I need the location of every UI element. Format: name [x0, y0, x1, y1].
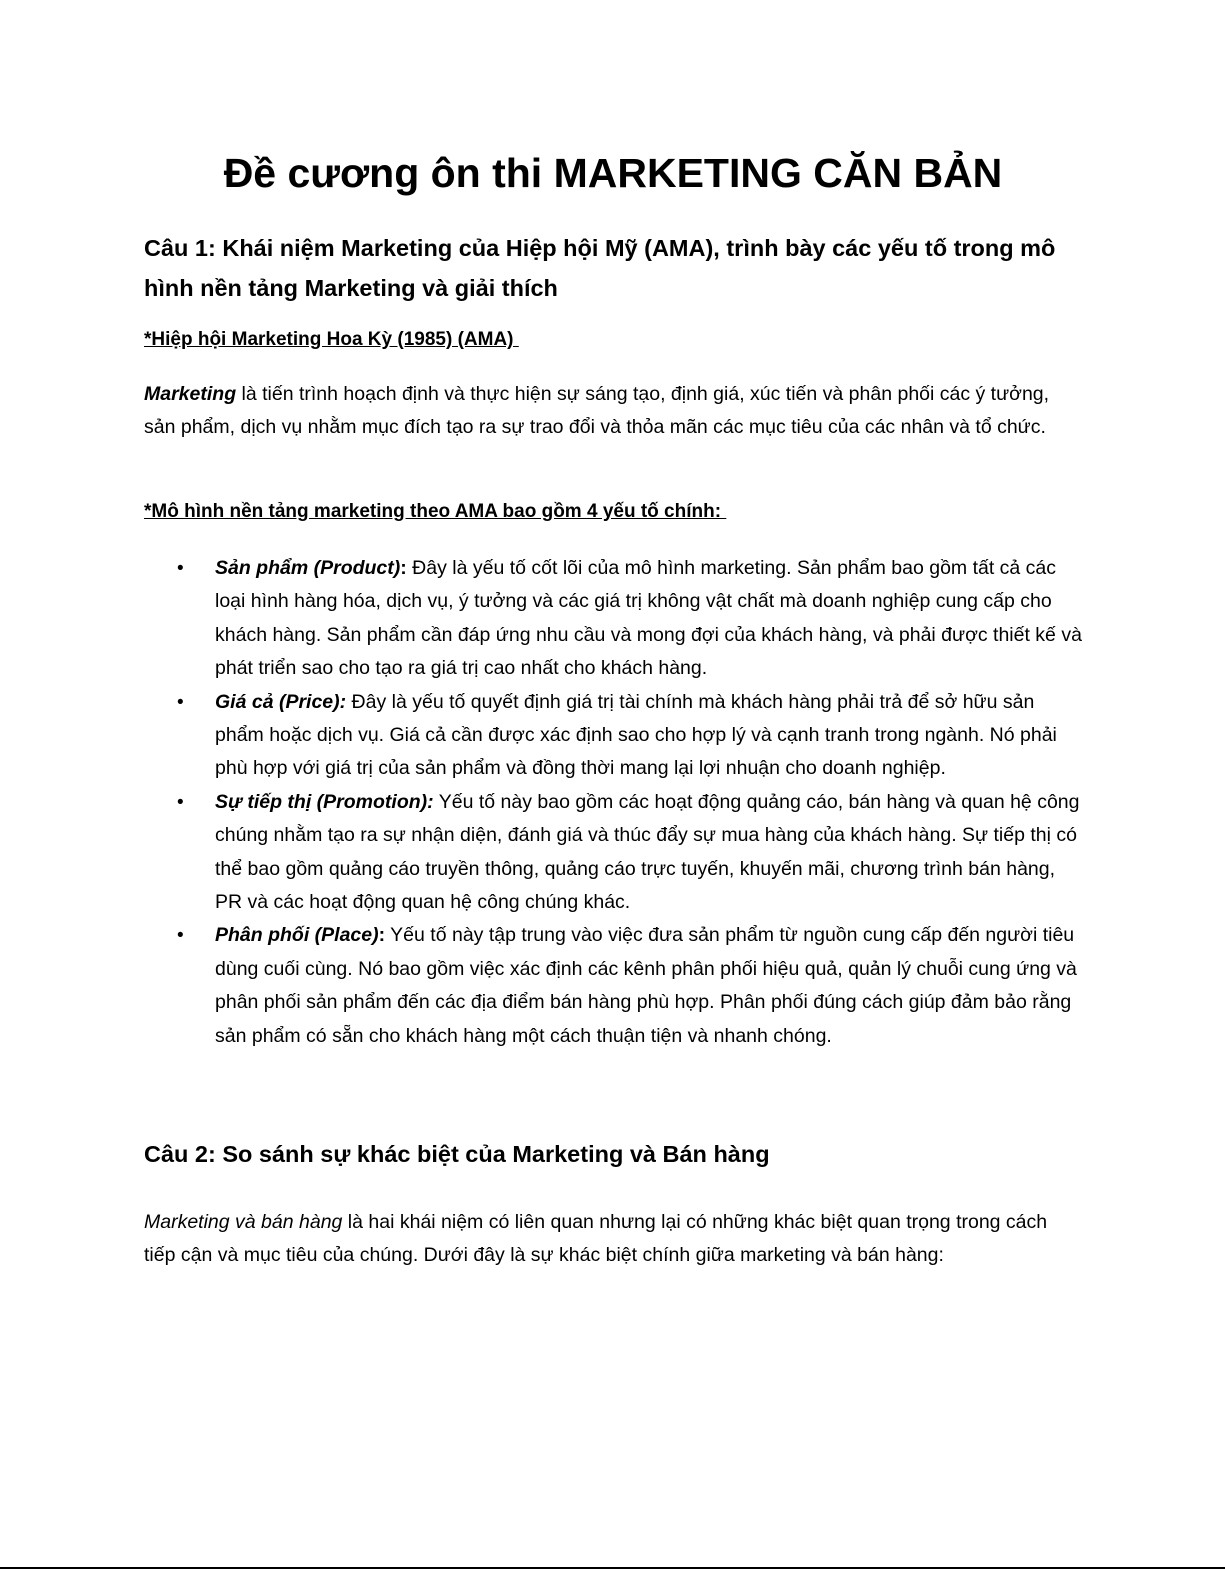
element-colon: : — [378, 924, 386, 947]
list-item-price — [144, 686, 1082, 786]
bullet-icon: • — [177, 925, 184, 947]
bullet-icon: • — [177, 791, 184, 813]
ama-subheading: *Hiệp hội Marketing Hoa Kỳ (1985) (AMA) — [144, 329, 519, 350]
bullet-icon: • — [177, 691, 184, 713]
intro-text: là hai khái niệm có liên quan nhưng lại có những khác biệt quan trọng trong cách tiếp cận và mục tiêu của chúng. Dưới đây là sự khác biệt chính giữa marketing và bán hàng: — [144, 1211, 1048, 1266]
element-text: Đây là yếu tố quyết định giá trị tài chính mà khách hàng phải trả để sở hữu sản phẩm hoặc dịch vụ. Giá cả cần được xác định sao cho hợp lý và cạnh tranh trong ngành. Nó phải phù hợp với giá trị của sản phẩm và đồng thời mang lại lợi nhuận cho doanh nghiệp. — [215, 690, 1057, 780]
element-term: Sản phẩm (Product) — [215, 557, 401, 579]
element-text: Yếu tố này bao gồm các hoạt động quảng cáo, bán hàng và quan hệ công chúng nhằm tạo ra sự nhận diện, đánh giá và thúc đẩy sự mua hàng của khách hàng. Sự tiếp thị có thể bao gồm quảng cáo truyền thông, quảng cáo trực tuyến, khuyến mãi, chương trình bán hàng, PR và các hoạt động quan hệ công chúng khác. — [215, 790, 1080, 914]
list-item-promotion — [144, 786, 1082, 920]
document-title: Đề cương ôn thi MARKETING CĂN BẢN — [223, 150, 1003, 196]
marketing-elements-list — [144, 552, 1082, 1053]
question-2-heading: Câu 2: So sánh sự khác biệt của Marketing và Bán hàng — [144, 1141, 770, 1167]
definition-text: là tiến trình hoạch định và thực hiện sự sáng tạo, định giá, xúc tiến và phân phối các ý tưởng, sản phẩm, dịch vụ nhằm mục đích tạo ra sự trao đổi và thỏa mãn các mục tiêu của các nhân và tổ chức. — [144, 383, 1050, 438]
element-term: Giá cả (Price): — [215, 690, 347, 713]
element-text: Đây là yếu tố cốt lõi của mô hình marketing. Sản phẩm bao gồm tất cả các loại hình hàng hóa, dịch vụ, ý tưởng và các giá trị không vật chất mà doanh nghiệp cung cấp cho khách hàng. Sản phẩm cần đáp ứng nhu cầu và mong đợi của khách hàng, và phải được thiết kế và phát triển sao cho tạo ra giá trị cao nhất cho khách hàng. — [215, 557, 1082, 680]
list-item-place — [144, 919, 1082, 1053]
marketing-vs-sales-paragraph — [144, 1206, 1076, 1272]
intro-term: Marketing và bán hàng — [144, 1211, 343, 1233]
definition-term: Marketing — [144, 383, 237, 405]
list-item-product — [144, 552, 1082, 686]
element-text: Yếu tố này tập trung vào việc đưa sản phẩm từ nguồn cung cấp đến người tiêu dùng cuối cùng. Nó bao gồm việc xác định các kênh phân phối hiệu quả, quản lý chuỗi cung ứng và phân phối sản phẩm đến các địa điểm bán hàng phù hợp. Phân phối đúng cách giúp đảm bảo rằng sản phẩm có sẵn cho khách hàng một cách thuận tiện và nhanh chóng. — [215, 924, 1077, 1047]
element-colon: : — [400, 557, 407, 579]
question-1-heading: Câu 1: Khái niệm Marketing của Hiệp hội Mỹ (AMA), trình bày các yếu tố trong mô hình nền tảng Marketing và giải thích — [144, 235, 1056, 301]
model-subheading: *Mô hình nền tảng marketing theo AMA bao gồm 4 yếu tố chính: — [144, 501, 727, 522]
bullet-icon: • — [177, 558, 184, 579]
element-term: Sự tiếp thị (Promotion): — [215, 790, 434, 813]
page-bottom-border — [0, 1567, 1225, 1569]
marketing-definition-paragraph — [144, 378, 1076, 444]
element-term: Phân phối (Place) — [215, 924, 379, 947]
